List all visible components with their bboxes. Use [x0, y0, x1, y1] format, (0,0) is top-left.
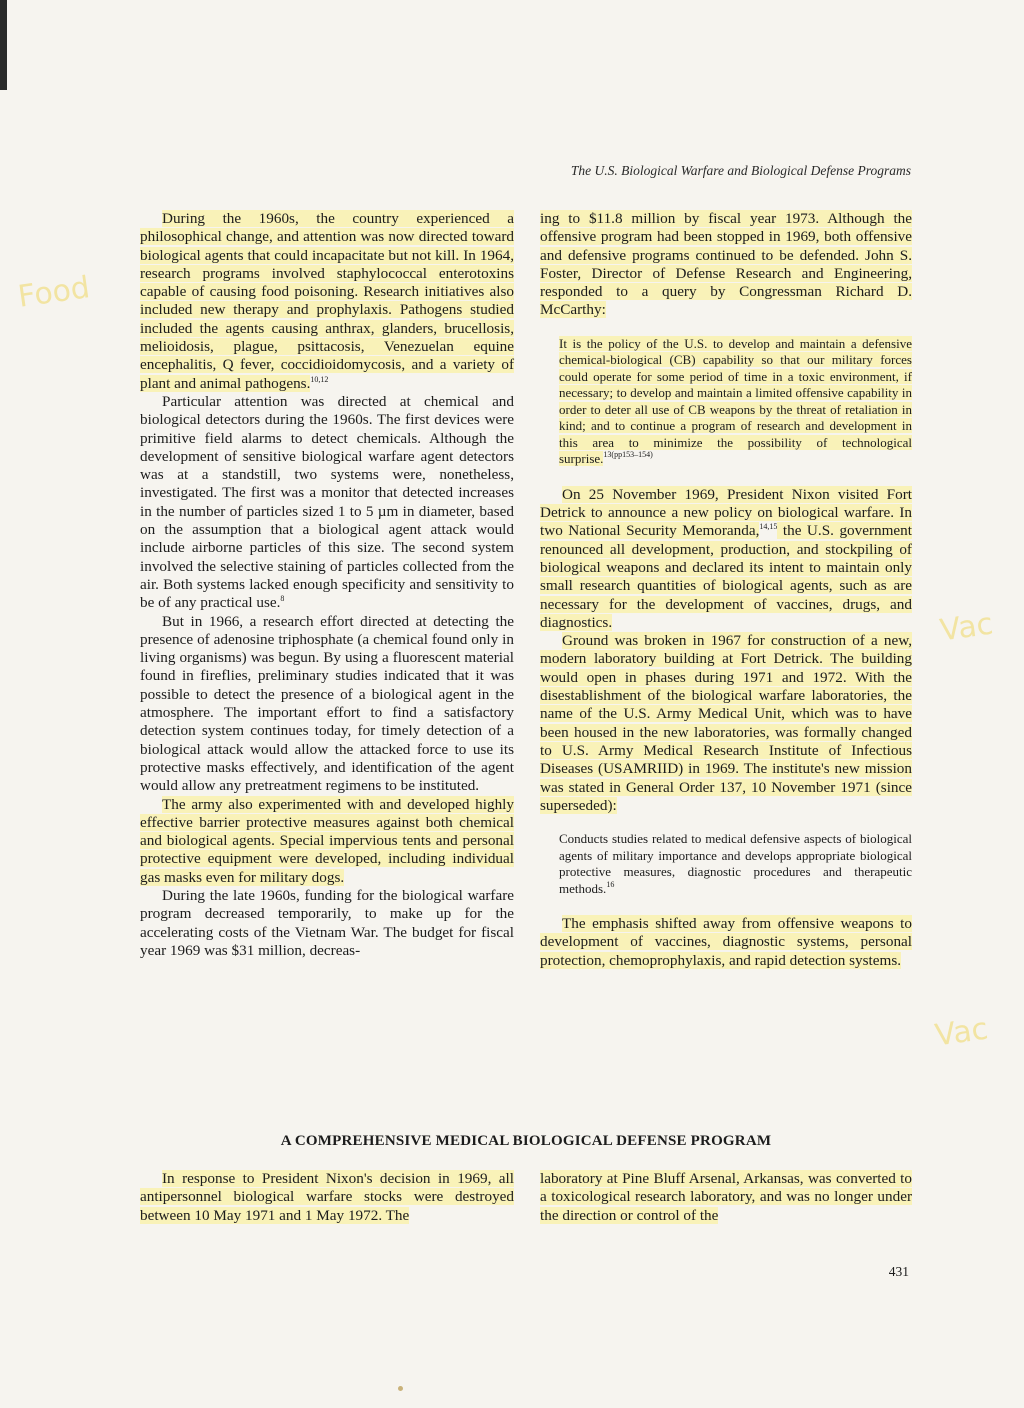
paragraph — [540, 632, 912, 815]
highlighted-text: the U.S. government renounced all development, production, and stockpiling of biological weapons and declared its intent to maintain only small research quantities of biological agents, such as are necessary for the development of vaccines, drugs, and diagnostics. — [540, 522, 912, 631]
paragraph-text: Particular attention was directed at chemical and biological detectors during the 1960s. The first devices were primitive field alarms to detect chemicals. Although the development of sensitive biological warfare agent detectors was at a standstill, two systems were, nonetheless, investigated. The first was a monitor that detected increases in the number of particles sized 1 to 5 µm in diameter, based on the assumption that a biological agent attack would include airborne particles of this size. The second system involved the selective staining of particles collected from the air. Both systems lacked enough specificity and sensitivity to be of any practical use. — [140, 392, 514, 612]
section-heading: A COMPREHENSIVE MEDICAL BIOLOGICAL DEFENSE PROGRAM — [280, 1133, 772, 1149]
citation: 10,12 — [310, 374, 329, 384]
paper-speck — [398, 1386, 403, 1391]
handwritten-margin-note: Food — [15, 270, 93, 315]
paragraph — [140, 210, 514, 393]
paragraph — [140, 1170, 514, 1225]
highlighted-text: During the 1960s, the country experienced a philosophical change, and attention was now directed toward biological agents that could incapacitate but not kill. In 1964, research programs involved staphylococcal enterotoxins capable of causing food poisoning. Research initiatives also included new therapy and prophylaxis. Pathogens studied included the agents causing anthrax, glanders, brucellosis, melioidosis, plague, psittacosis, Venezuelan equine encephalitis, Q fever, coccidioidomycosis, and a variety of plant and animal pathogens. — [140, 210, 514, 392]
running-header: The U.S. Biological Warfare and Biological Defense Programs — [570, 163, 911, 178]
page-number: 431 — [888, 1264, 909, 1279]
section-left-column — [140, 1170, 514, 1225]
paragraph: But in 1966, a research effort directed at detecting the presence of adenosine triphosphate (a chemical found only in living organisms) was begun. By using a fluorescent material found in fireflies, preliminary studies indicated that it was possible to detect the presence of a biological agent in the atmosphere. The important effort to find a satisfactory detection system continues today, for timely detection of a biological attack would allow the attacked force to use its protective masks effectively, and identification of the agent would allow any pretreatment regimens to be instituted. — [140, 612, 514, 795]
highlighted-text: ing to $11.8 million by fiscal year 1973. Although the offensive program had been stopped in 1969, both offensive and defensive programs continued to be defended. John S. Foster, Director of Defense Research and Engineering, responded to a query by Congressman Richard D. McCarthy: — [540, 210, 912, 319]
highlighted-text: It is the policy of the U.S. to develop and maintain a defensive chemical-biological (CB) capability so that our military forces could operate for some period of time in a toxic environment, if necessary; to develop and maintain a limited offensive capability in order to deter all use of CB weapons by the threat of retaliation in kind; and to continue a program of research and development in this area to minimize the possibility of technological surprise. — [559, 335, 912, 467]
paragraph — [540, 915, 912, 970]
citation: 16 — [606, 879, 615, 889]
right-column — [540, 210, 912, 970]
paragraph — [540, 486, 912, 632]
highlighted-text: Ground was broken in 1967 for construction of a new, modern laboratory building at Fort Detrick. The building would open in phases during 1971 and 1972. With the disestablishment of the biological warfare laboratories, the name of the U.S. Army Medical Unit, which was to have been housed in the new laboratories, was formally changed to U.S. Army Medical Research Institute of Infectious Diseases (USAMRIID) in 1969. The institute's new mission was stated in General Order 137, 10 November 1971 (since superseded): — [540, 632, 912, 814]
block-quote — [559, 831, 912, 897]
paragraph: During the late 1960s, funding for the biological warfare program decreased temporarily, to make up for the accelerating costs of the Vietnam War. The budget for fiscal year 1969 was $31 million, decreas- — [140, 886, 514, 959]
handwritten-margin-note: Vac — [932, 1011, 991, 1054]
page-edge-shadow — [0, 0, 7, 90]
highlighted-text: The army also experimented with and developed highly effective barrier protective measures against both chemical and biological agents. Special impervious tents and personal protective equipment were developed, including individual gas masks even for military dogs. — [140, 795, 514, 886]
citation: 14,15 — [759, 522, 778, 532]
paragraph — [540, 1170, 912, 1225]
handwritten-margin-note: Vac — [937, 606, 996, 649]
paragraph — [140, 393, 514, 613]
quote-text: Conducts studies related to medical defensive aspects of biological agents of military importance and develops appropriate biological protective measures, diagnostic procedures and therapeutic methods. — [559, 831, 912, 896]
highlighted-text: On 25 November 1969, President Nixon visited Fort Detrick to announce a new policy on biological warfare. In two National Security Memoranda, — [540, 485, 912, 540]
left-column — [140, 210, 514, 960]
paragraph — [540, 210, 912, 320]
citation: 8 — [280, 594, 285, 604]
block-quote — [559, 336, 912, 468]
section-right-column — [540, 1170, 912, 1225]
citation: 13(pp153–154) — [603, 450, 653, 460]
highlighted-text: In response to President Nixon's decision in 1969, all antipersonnel biological warfare stocks were destroyed between 10 May 1971 and 1 May 1972. The — [140, 1170, 514, 1224]
highlighted-text: The emphasis shifted away from offensive weapons to development of vaccines, diagnostic systems, personal protection, chemoprophylaxis, and rapid detection systems. — [540, 915, 912, 969]
highlighted-text: laboratory at Pine Bluff Arsenal, Arkansas, was converted to a toxicological research laboratory, and was no longer under the direction or control of the — [540, 1170, 912, 1224]
paragraph — [140, 796, 514, 887]
